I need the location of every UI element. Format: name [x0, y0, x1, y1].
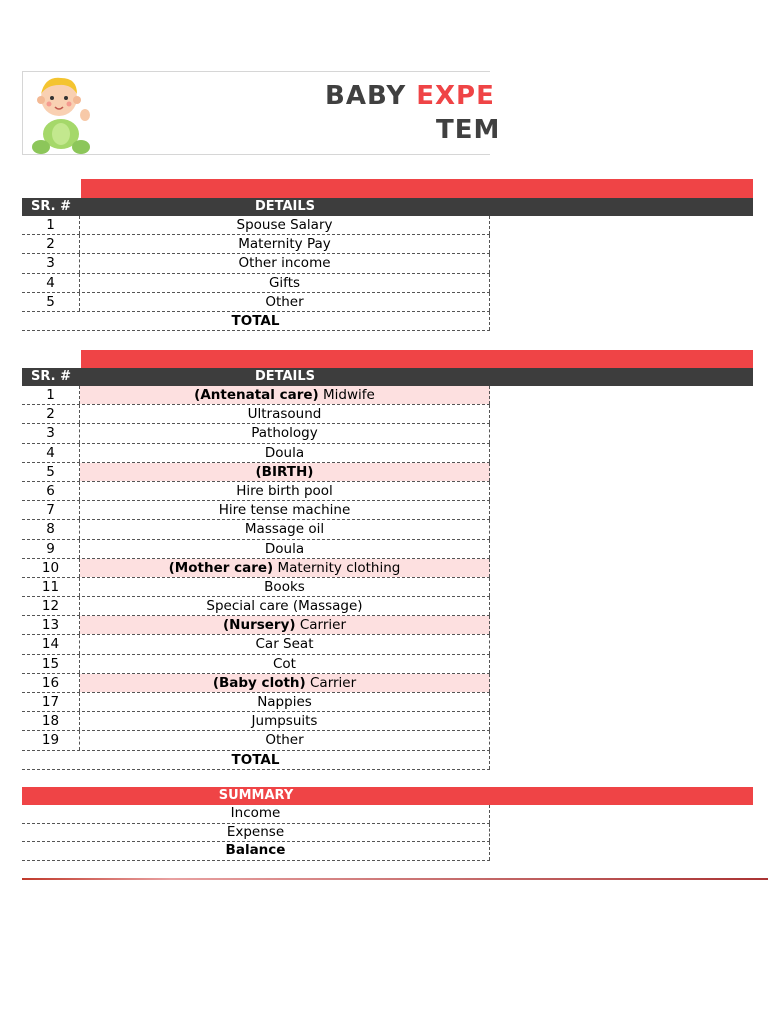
summary-header: [22, 787, 753, 805]
expense-table: [22, 386, 490, 770]
table-row: [22, 386, 490, 405]
row-number: 1: [22, 216, 80, 234]
row-number: 3: [22, 424, 80, 442]
row-number: 5: [22, 463, 80, 481]
summary-expense-label: Expense: [22, 824, 490, 842]
row-details: Jumpsuits: [80, 712, 490, 730]
total-label: TOTAL: [22, 751, 490, 769]
row-details: Doula: [80, 444, 490, 462]
row-number: 16: [22, 674, 80, 692]
row-item: Midwife: [318, 387, 375, 403]
row-details: Car Seat: [80, 635, 490, 653]
expense-section-bar: [81, 350, 753, 369]
row-item: Maternity clothing: [273, 559, 401, 576]
row-details: Maternity Pay: [80, 235, 490, 253]
row-details: Special care (Massage): [80, 597, 490, 615]
page-subtitle: TEM: [436, 115, 501, 145]
row-details: Hire tense machine: [80, 501, 490, 519]
row-details: [80, 463, 490, 481]
table-row: [22, 274, 490, 293]
row-number: 19: [22, 731, 80, 749]
table-row: [22, 254, 490, 273]
row-number: 4: [22, 444, 80, 462]
row-details: Spouse Salary: [80, 216, 490, 234]
table-row: [22, 674, 490, 693]
summary-balance-label: Balance: [22, 842, 490, 860]
income-table: [22, 216, 490, 331]
row-details: [80, 559, 490, 577]
row-number: 15: [22, 655, 80, 673]
row-details: Nappies: [80, 693, 490, 711]
table-row: [22, 635, 490, 654]
row-item: Carrier: [295, 617, 347, 634]
row-category: (Baby cloth): [212, 674, 306, 691]
table-row: [22, 235, 490, 254]
row-number: 18: [22, 712, 80, 730]
row-number: 3: [22, 254, 80, 272]
table-row: [22, 444, 490, 463]
row-number: 7: [22, 501, 80, 519]
row-number: 2: [22, 235, 80, 253]
table-row: [22, 482, 490, 501]
income-col-details: DETAILS: [254, 199, 316, 214]
row-number: 10: [22, 559, 80, 577]
summary-table: [22, 805, 490, 861]
row-number: 12: [22, 597, 80, 615]
row-number: 2: [22, 405, 80, 423]
row-category: (Antenatal care): [194, 387, 319, 403]
income-col-sr: SR. #: [31, 199, 71, 214]
table-row: [22, 463, 490, 482]
row-item: Carrier: [305, 674, 357, 691]
table-row: [22, 424, 490, 443]
row-details: Hire birth pool: [80, 482, 490, 500]
row-number: 8: [22, 520, 80, 538]
row-number: 4: [22, 274, 80, 292]
table-row: [22, 578, 490, 597]
summary-income-label: Income: [22, 805, 490, 823]
table-row: [22, 501, 490, 520]
row-details: [80, 386, 490, 404]
summary-income-row: [22, 805, 490, 824]
row-category: (Nursery): [222, 617, 296, 634]
row-number: 6: [22, 482, 80, 500]
total-label: TOTAL: [22, 312, 490, 330]
row-number: 11: [22, 578, 80, 596]
row-number: 13: [22, 616, 80, 634]
table-row: [22, 520, 490, 539]
row-details: Gifts: [80, 274, 490, 292]
row-details: Books: [80, 578, 490, 596]
table-row: [22, 616, 490, 635]
table-row: [22, 216, 490, 235]
row-details: Doula: [80, 540, 490, 558]
title-part-2: EXPE: [416, 81, 495, 111]
header-banner: [22, 71, 501, 155]
row-details: Other: [80, 293, 490, 311]
expense-col-sr: SR. #: [31, 369, 71, 384]
table-row: [22, 540, 490, 559]
summary-expense-row: [22, 824, 490, 843]
row-category: (Mother care): [168, 559, 274, 576]
row-number: 5: [22, 293, 80, 311]
expense-total-row: [22, 751, 490, 770]
income-header-row: [22, 198, 753, 216]
summary-title: SUMMARY: [218, 788, 294, 803]
income-total-row: [22, 312, 490, 331]
row-details: Other: [80, 731, 490, 749]
title-part-1: BABY: [325, 81, 417, 111]
baby-icon: [27, 74, 95, 154]
table-row: [22, 559, 490, 578]
row-number: 9: [22, 540, 80, 558]
row-details: Other income: [80, 254, 490, 272]
table-row: [22, 731, 490, 750]
table-row: [22, 597, 490, 616]
table-row: [22, 693, 490, 712]
row-category: (BIRTH): [255, 463, 314, 480]
expense-col-details: DETAILS: [254, 369, 316, 384]
footer-divider: [22, 878, 768, 880]
table-row: [22, 293, 490, 312]
row-details: [80, 616, 490, 634]
income-section-bar: [81, 179, 753, 198]
summary-balance-row: [22, 842, 490, 861]
row-details: Cot: [80, 655, 490, 673]
expense-header-row: [22, 368, 753, 386]
table-row: [22, 405, 490, 424]
table-row: [22, 655, 490, 674]
row-details: Pathology: [80, 424, 490, 442]
row-number: 1: [22, 386, 80, 404]
row-details: Massage oil: [80, 520, 490, 538]
row-number: 17: [22, 693, 80, 711]
page-title: [325, 81, 495, 111]
row-details: Ultrasound: [80, 405, 490, 423]
row-number: 14: [22, 635, 80, 653]
row-details: [80, 674, 490, 692]
table-row: [22, 712, 490, 731]
